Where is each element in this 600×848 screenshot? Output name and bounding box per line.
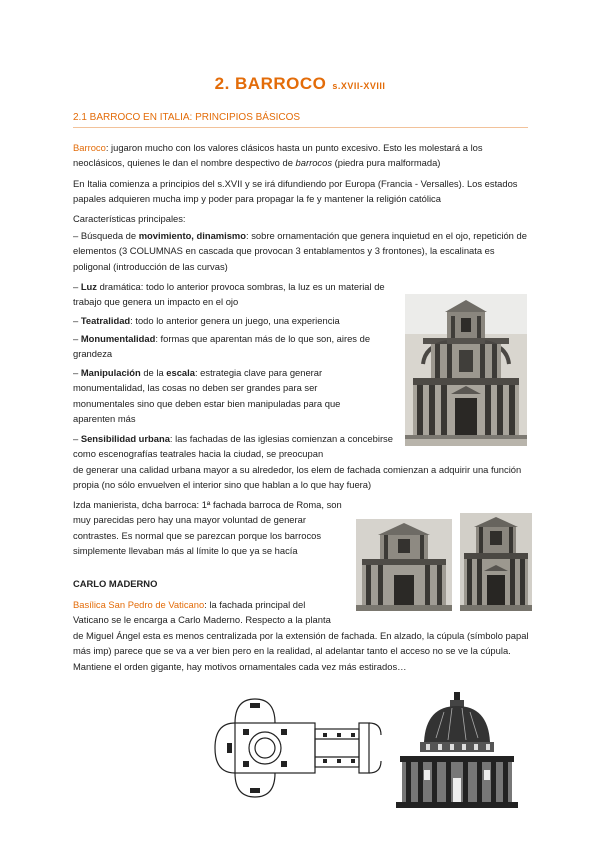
paragraph-basilica-cont: de Miguel Ángel esta es menos centralizada por la extensión de fachada. En alzado, la cúpula (símbolo papal más imp) parece que se va a ver bien pero en la realidad, al adelantar tanto el acceso no se ve la cúpula. Mantiene el orden gigante, hay motivos ornamentales cada vez más estirados…: [73, 630, 529, 672]
facades-comparison-photo: [356, 513, 532, 611]
basilica-elevation-drawing: [396, 690, 518, 808]
paragraph-italia: En Italia comienza a principios del s.XVII y se irá difundiendo por Europa (Francia - Versalles). Los estados papales adquieren mucha imp y poder para propagar la fe y mantener la religión católica: [73, 178, 518, 205]
item-luz: – Luz dramática: todo lo anterior provoca sombras, la luz es un material de trabajo que genera un impacto en el ojo: [73, 281, 385, 308]
church-facade-photo: [405, 294, 527, 446]
baroque-facade-image: [460, 513, 532, 611]
page-title: [0, 74, 600, 94]
item-movimiento: – Búsqueda de movimiento, dinamismo: sobre ornamentación que genera inquietud en el ojo, repetición de elementos (3 COLUMNAS en cascada que provocan 3 entablamentos y 3 frontones), la escalinata es poligonal (introducción de las curvas): [73, 230, 527, 272]
section-rule: [73, 127, 528, 128]
item-sensibilidad-cont: de generar una calidad urbana mayor a su alrededor, los elem de fachada comienzan a adquirir una función propia (no sólo envuelven el interior sino que hablan a lo que hay fuera): [73, 464, 522, 491]
mannerist-facade-image: [356, 519, 452, 611]
section-heading: 2.1 BARROCO EN ITALIA: PRINCIPIOS BÁSICOS: [73, 112, 301, 123]
paragraph-barroco: Barroco: jugaron mucho con los valores clásicos hasta un punto excesivo. Esto les molestará a los neoclásicos, quienes le dan el nombre despectivo de barrocos (piedra pura malformada): [73, 142, 483, 169]
basilica-floor-plan: [205, 693, 383, 801]
term-barroco: Barroco: [73, 142, 106, 153]
item-manipulacion: – Manipulación de la escala: estrategia clave para generar monumentalidad, las cosas no deben ser grandes para ser monumentales sino que deben estar bien manipuladas para que aparenten más: [73, 367, 341, 424]
caracteristicas-label: Características principales:: [73, 213, 186, 224]
title-main: 2. BARROCO: [214, 74, 327, 93]
item-sensibilidad: – Sensibilidad urbana: las fachadas de las iglesias comienzan a concebirse como escenografías teatrales hacia la ciudad, se preocupan: [73, 433, 393, 460]
item-teatralidad: – Teatralidad: todo lo anterior genera un juego, una experiencia: [73, 315, 340, 326]
title-subtitle: s.XVII-XVIII: [332, 81, 386, 91]
paragraph-izda-dcha: Izda manierista, dcha barroca: 1ª fachada barroca de Roma, son muy parecidas pero hay una mayor voluntad de generar contrastes. Es normal que se parezcan porque los barrocos simplemente llevaban más al límite lo que ya se hacía: [73, 499, 342, 556]
paragraph-basilica: Basílica San Pedro de Vaticano: la fachada principal del Vaticano se le encarga a Carlo Maderno. Respecto a la planta: [73, 599, 331, 626]
link-basilica: Basílica San Pedro de Vaticano: [73, 599, 205, 610]
item-monumentalidad: – Monumentalidad: formas que aparentan más de lo que son, aires de grandeza: [73, 333, 371, 360]
heading-carlo-maderno: CARLO MADERNO: [73, 578, 158, 589]
